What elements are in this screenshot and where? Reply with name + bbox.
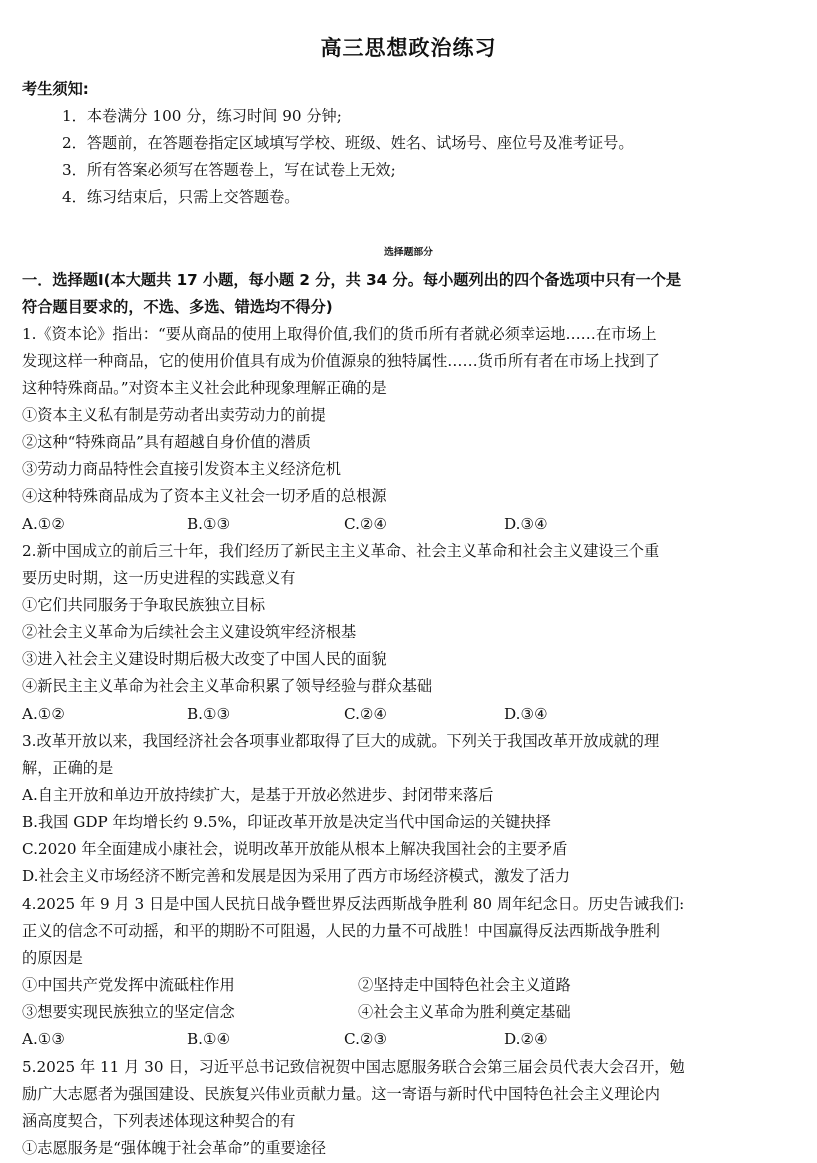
notice-heading: 考生须知: (22, 80, 89, 98)
question-5-item: ①志愿服务是“强体魄于社会革命”的重要途径 (22, 1139, 327, 1157)
notice-item: 1．本卷满分 100 分，练习时间 90 分钟; (62, 107, 342, 125)
option-a: A.①③ (22, 1030, 66, 1048)
question-1-stem: 1.《资本论》指出：“要从商品的使用上取得价值,我们的货币所有者就必须幸运地……在市场上 (22, 325, 657, 343)
question-2-stem: 要历史时期，这一历史进程的实践意义有 (22, 569, 296, 587)
notice-item: 3．所有答案必须写在答题卷上，写在试卷上无效; (62, 161, 396, 179)
question-3-choice-b: B.我国 GDP 年均增长约 9.5%，印证改革开放是决定当代中国命运的关键抉择 (22, 813, 551, 831)
question-2-item: ①它们共同服务于争取民族独立目标 (22, 596, 265, 614)
question-3-choice-a: A.自主开放和单边开放持续扩大，是基于开放必然进步、封闭带来落后 (22, 786, 494, 804)
question-2-item: ③进入社会主义建设时期后极大改变了中国人民的面貌 (22, 650, 387, 668)
question-4-stem: 正义的信念不可动摇，和平的期盼不可阻遏，人民的力量不可战胜！中国赢得反法西斯战争胜利 (22, 922, 660, 940)
question-1-item: ④这种特殊商品成为了资本主义社会一切矛盾的总根源 (22, 487, 387, 505)
option-a: A.①② (22, 515, 66, 533)
question-1-item: ③劳动力商品特性会直接引发资本主义经济危机 (22, 460, 341, 478)
question-3-stem: 3.改革开放以来，我国经济社会各项事业都取得了巨大的成就。下列关于我国改革开放成就的理 (22, 732, 660, 750)
option-d: D.③④ (504, 705, 548, 723)
part-intro: 符合题目要求的，不选、多选、错选均不得分) (22, 298, 333, 316)
question-4-item: ①中国共产党发挥中流砥柱作用 (22, 976, 235, 994)
question-4-stem: 的原因是 (22, 949, 83, 967)
option-c: C.②④ (344, 705, 388, 723)
question-2-item: ②社会主义革命为后续社会主义建设筑牢经济根基 (22, 623, 357, 641)
question-4-item: ③想要实现民族独立的坚定信念 (22, 1003, 235, 1021)
option-d: D.②④ (504, 1030, 548, 1048)
question-4-item: ④社会主义革命为胜利奠定基础 (358, 1003, 571, 1021)
notice-item: 4．练习结束后，只需上交答题卷。 (62, 188, 300, 206)
question-1-item: ①资本主义私有制是劳动者出卖劳动力的前提 (22, 406, 326, 424)
question-2-item: ④新民主主义革命为社会主义革命积累了领导经验与群众基础 (22, 677, 433, 695)
question-5-stem: 5.2025 年 11 月 30 日，习近平总书记致信祝贺中国志愿服务联合会第三届会员代表大会召开，勉 (22, 1058, 685, 1076)
option-b: B.①④ (187, 1030, 231, 1048)
notice-item: 2．答题前，在答题卷指定区域填写学校、班级、姓名、试场号、座位号及准考证号。 (62, 134, 634, 152)
page-title: 高三思想政治练习 (320, 36, 497, 60)
option-c: C.②④ (344, 515, 388, 533)
question-4-stem: 4.2025 年 9 月 3 日是中国人民抗日战争暨世界反法西斯战争胜利 80 周年纪念日。历史告诫我们: (22, 895, 685, 913)
question-1-item: ②这种“特殊商品”具有超越自身价值的潜质 (22, 433, 311, 451)
question-3-choice-d: D.社会主义市场经济不断完善和发展是因为采用了西方市场经济模式，激发了活力 (22, 867, 571, 885)
option-a: A.①② (22, 705, 66, 723)
section-title: 选择题部分 (384, 247, 433, 258)
option-b: B.①③ (187, 515, 231, 533)
question-5-stem: 涵高度契合，下列表述体现这种契合的有 (22, 1112, 296, 1130)
question-1-stem: 发现这样一种商品，它的使用价值具有成为价值源泉的独特属性……货币所有者在市场上找到了 (22, 352, 660, 370)
option-c: C.②③ (344, 1030, 388, 1048)
question-3-stem: 解，正确的是 (22, 759, 114, 777)
question-3-choice-c: C.2020 年全面建成小康社会，说明改革开放能从根本上解决我国社会的主要矛盾 (22, 840, 568, 858)
question-1-stem: 这种特殊商品。”对资本主义社会此种现象理解正确的是 (22, 379, 387, 397)
question-2-stem: 2.新中国成立的前后三十年，我们经历了新民主主义革命、社会主义革命和社会主义建设三个重 (22, 542, 660, 560)
question-4-item: ②坚持走中国特色社会主义道路 (358, 976, 571, 994)
option-d: D.③④ (504, 515, 548, 533)
part-intro: 一．选择题Ⅰ(本大题共 17 小题，每小题 2 分，共 34 分。每小题列出的四个备选项中只有一个是 (22, 271, 682, 289)
option-b: B.①③ (187, 705, 231, 723)
question-5-stem: 励广大志愿者为强国建设、民族复兴伟业贡献力量。这一寄语与新时代中国特色社会主义理论内 (22, 1085, 660, 1103)
